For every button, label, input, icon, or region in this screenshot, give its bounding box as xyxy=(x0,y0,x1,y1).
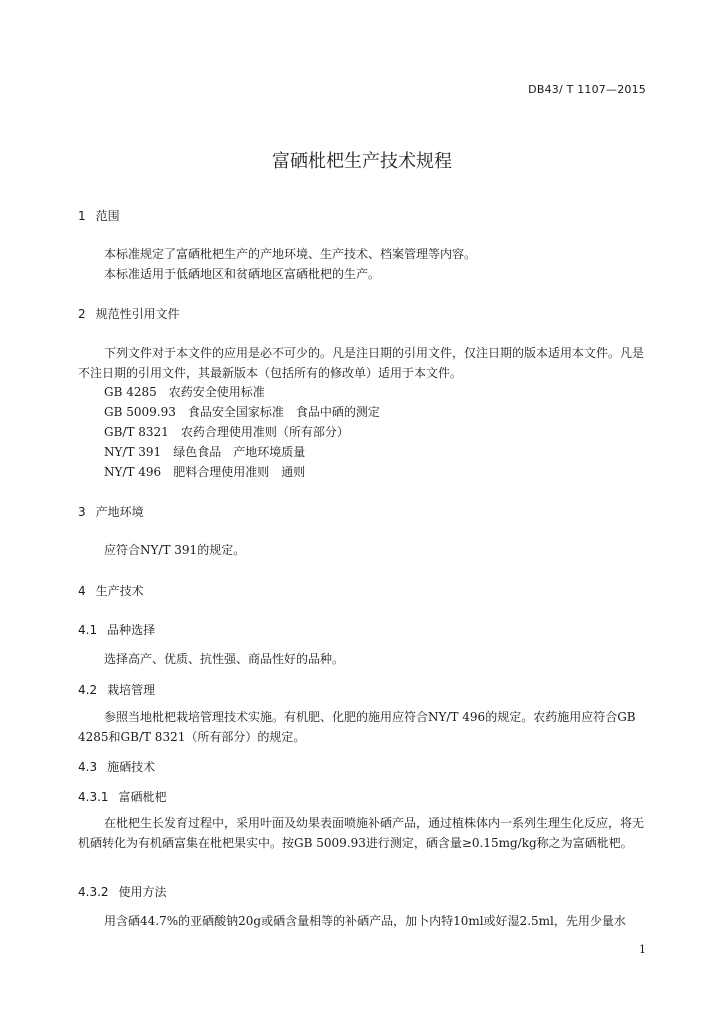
reference-item xyxy=(104,423,349,440)
section-heading-4-3-2 xyxy=(78,883,167,900)
section-heading-3 xyxy=(78,503,144,520)
paragraph: 下列文件对于本文件的应用是必不可少的。凡是注日期的引用文件，仅注日期的版本适用本文件。凡是不注日期的引用文件，其最新版本（包括所有的修改单）适用于本文件。 xyxy=(78,346,645,380)
section-heading-2 xyxy=(78,305,180,322)
reference-item xyxy=(104,403,380,420)
section-number: 1 xyxy=(78,209,86,223)
paragraph: 在枇杷生长发育过程中，采用叶面及幼果表面喷施补硒产品，通过植株体内一系列生理生化反应，将无机硒转化为有机硒富集在枇杷果实中。按GB 5009.93进行测定，硒含量≥0.15mg/kg称之为富硒枇杷。 xyxy=(78,816,645,850)
reference-code: GB/T 8321 xyxy=(104,425,169,439)
section-number: 4.3.2 xyxy=(78,885,109,899)
section-title: 生产技术 xyxy=(95,584,144,598)
paragraph: 本标准适用于低硒地区和贫硒地区富硒枇杷的生产。 xyxy=(104,267,381,281)
section-heading-4-2 xyxy=(78,681,155,698)
section-title: 使用方法 xyxy=(118,885,167,899)
reference-item xyxy=(104,463,305,480)
paragraph: 选择高产、优质、抗性强、商品性好的品种。 xyxy=(104,652,345,666)
section-heading-1 xyxy=(78,207,120,224)
paragraph: 用含硒44.7%的亚硒酸钠20g或硒含量相等的补硒产品，加卜内特10ml或好湿2.5ml，先用少量水 xyxy=(104,914,626,928)
section-heading-4-3-1 xyxy=(78,788,167,805)
section-heading-4 xyxy=(78,582,144,599)
section-title: 施硒技术 xyxy=(107,760,156,774)
standard-code: DB43/ T 1107—2015 xyxy=(528,83,646,96)
section-number: 4.2 xyxy=(78,683,98,697)
section-number: 4.3.1 xyxy=(78,790,109,804)
section-title: 品种选择 xyxy=(107,623,156,637)
reference-code: GB 4285 xyxy=(104,385,157,399)
section-title: 规范性引用文件 xyxy=(95,307,180,321)
reference-title: 绿色食品 产地环境质量 xyxy=(173,445,306,459)
reference-title: 食品安全国家标准 食品中硒的测定 xyxy=(187,405,380,419)
section-number: 3 xyxy=(78,505,86,519)
reference-code: NY/T 496 xyxy=(104,465,162,479)
document-title: 富硒枇杷生产技术规程 xyxy=(272,151,452,172)
page-number: 1 xyxy=(639,943,646,956)
section-number: 4.1 xyxy=(78,623,98,637)
section-number: 4 xyxy=(78,584,86,598)
section-number: 2 xyxy=(78,307,86,321)
section-heading-4-1 xyxy=(78,621,155,638)
reference-title: 农药安全使用标准 xyxy=(168,385,265,399)
reference-title: 肥料合理使用准则 通则 xyxy=(173,465,306,479)
section-title: 栽培管理 xyxy=(107,683,156,697)
section-heading-4-3 xyxy=(78,758,155,775)
reference-title: 农药合理使用准则（所有部分） xyxy=(180,425,349,439)
paragraph: 参照当地枇杷栽培管理技术实施。有机肥、化肥的施用应符合NY/T 496的规定。农药施用应符合GB 4285和GB/T 8321（所有部分）的规定。 xyxy=(78,710,636,744)
paragraph: 本标准规定了富硒枇杷生产的产地环境、生产技术、档案管理等内容。 xyxy=(104,247,477,261)
section-title: 富硒枇杷 xyxy=(118,790,167,804)
section-title: 范围 xyxy=(95,209,120,223)
paragraph: 应符合NY/T 391的规定。 xyxy=(104,543,246,557)
reference-code: GB 5009.93 xyxy=(104,405,176,419)
reference-code: NY/T 391 xyxy=(104,445,162,459)
section-number: 4.3 xyxy=(78,760,98,774)
reference-item xyxy=(104,383,265,400)
section-title: 产地环境 xyxy=(95,505,144,519)
reference-item xyxy=(104,443,305,460)
